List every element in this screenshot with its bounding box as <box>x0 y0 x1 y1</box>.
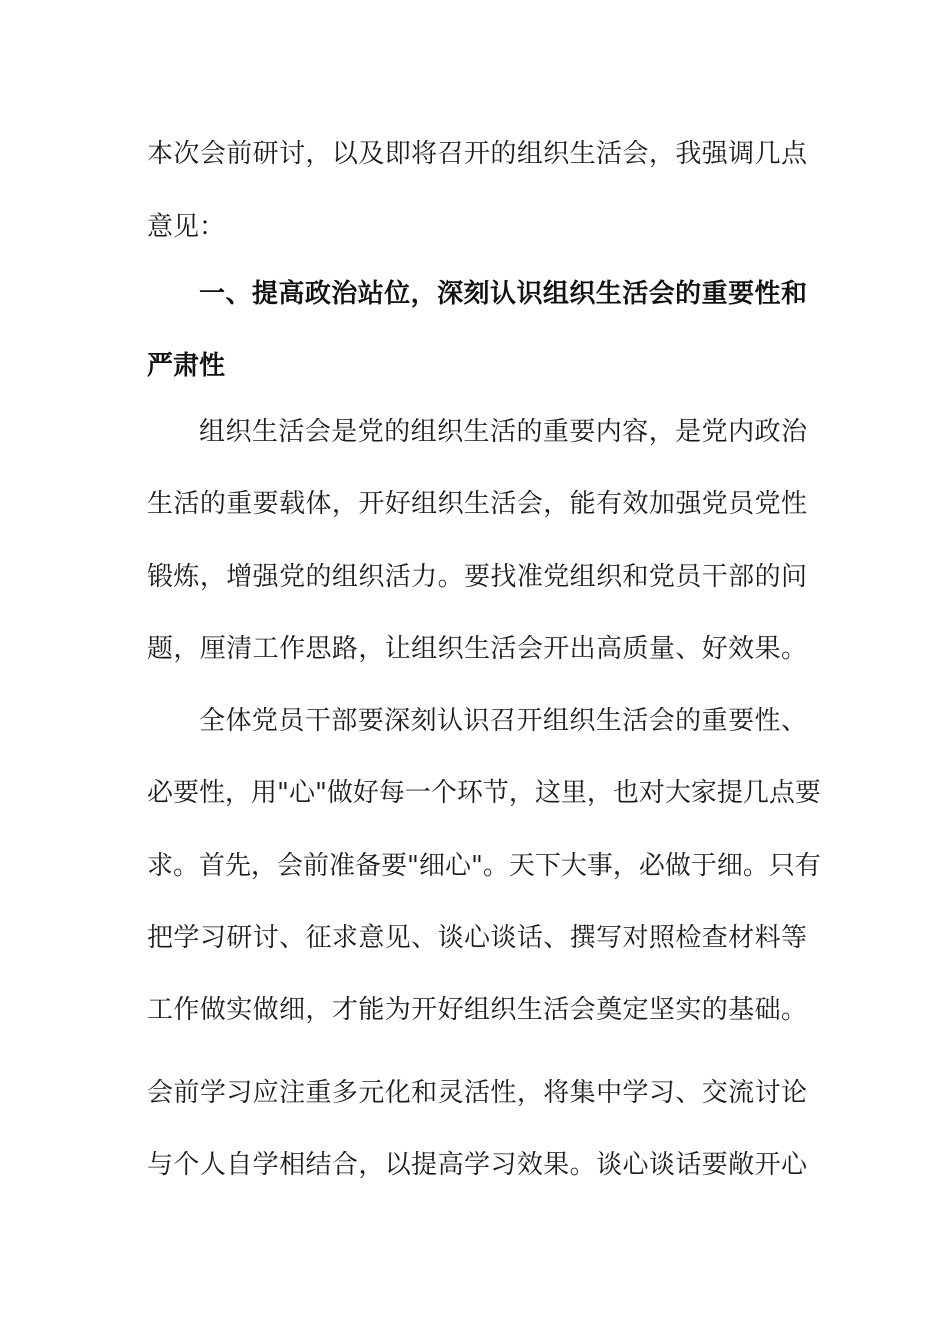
section-heading-line-1: 一、提高政治站位，深刻认识组织生活会的重要性和 <box>199 279 807 309</box>
paragraph-1-line-1: 组织生活会是党的组织生活的重要内容，是党内政治 <box>199 417 807 447</box>
paragraph-2-line-7: 与个人自学相结合，以提高学习效果。谈心谈话要敞开心 <box>147 1150 807 1180</box>
paragraph-2-line-2: 必要性，用"心"做好每一个环节，这里，也对大家提几点要 <box>147 778 821 808</box>
section-heading-line-2: 严肃性 <box>147 351 226 381</box>
intro-line-1: 本次会前研讨，以及即将召开的组织生活会，我强调几点 <box>147 139 807 169</box>
paragraph-2-line-1: 全体党员干部要深刻认识召开组织生活会的重要性、 <box>199 706 807 736</box>
paragraph-1-line-2: 生活的重要载体，开好组织生活会，能有效加强党员党性 <box>147 489 807 519</box>
paragraph-2-line-4: 把学习研讨、征求意见、谈心谈话、撰写对照检查材料等 <box>147 923 807 953</box>
paragraph-1-line-3: 锻炼，增强党的组织活力。要找准党组织和党员干部的问 <box>147 562 807 592</box>
intro-line-2: 意见： <box>147 212 226 242</box>
paragraph-2-line-6: 会前学习应注重多元化和灵活性，将集中学习、交流讨论 <box>147 1078 807 1108</box>
paragraph-2-line-3: 求。首先，会前准备要"细心"。天下大事，必做于细。只有 <box>147 851 821 881</box>
paragraph-1-line-4: 题，厘清工作思路，让组织生活会开出高质量、好效果。 <box>147 634 807 664</box>
paragraph-2-line-5: 工作做实做细，才能为开好组织生活会奠定坚实的基础。 <box>147 995 807 1025</box>
